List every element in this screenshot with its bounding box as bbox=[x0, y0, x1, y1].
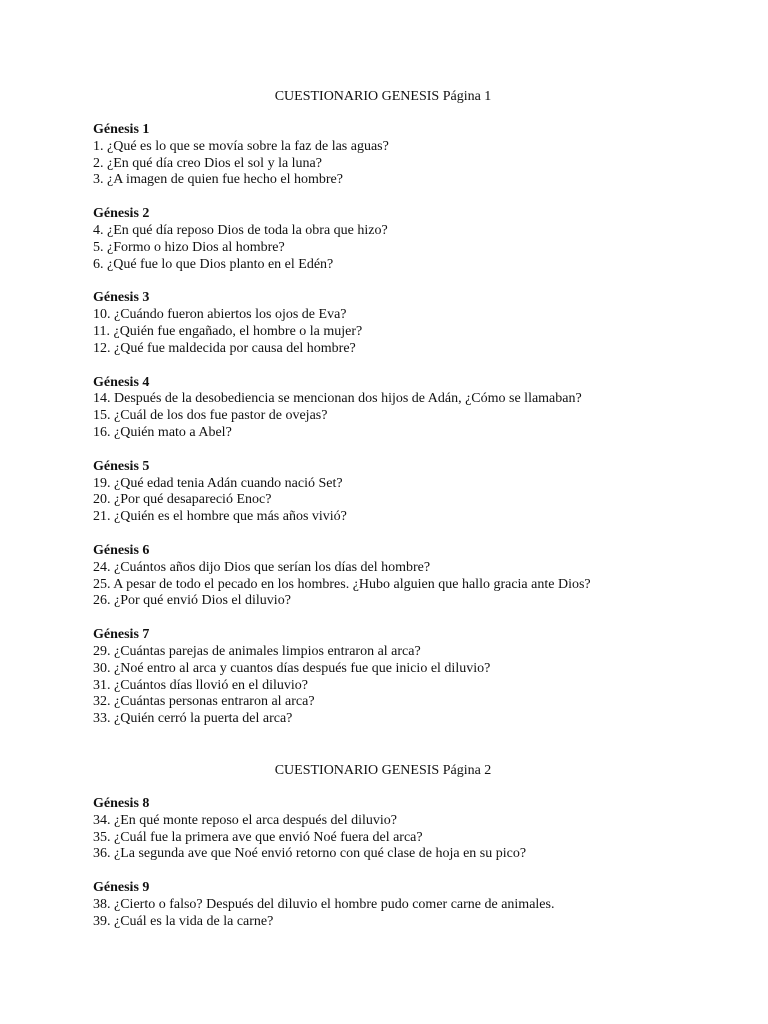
genesis-section bbox=[93, 796, 693, 863]
question-item: 12. ¿Qué fue maldecida por causa del hombre? bbox=[93, 340, 356, 356]
section-heading: Génesis 4 bbox=[93, 374, 150, 390]
genesis-section bbox=[93, 459, 693, 526]
question-item: 6. ¿Qué fue lo que Dios planto en el Edén? bbox=[93, 256, 334, 272]
question-item: 4. ¿En qué día reposo Dios de toda la obra que hizo? bbox=[93, 222, 388, 238]
question-item: 30. ¿Noé entro al arca y cuantos días después fue que inicio el diluvio? bbox=[93, 660, 491, 676]
question-item: 10. ¿Cuándo fueron abiertos los ojos de Eva? bbox=[93, 307, 347, 323]
genesis-section bbox=[93, 122, 693, 189]
question-item: 15. ¿Cuál de los dos fue pastor de ovejas? bbox=[93, 408, 328, 424]
question-item: 31. ¿Cuántos días llovió en el diluvio? bbox=[93, 677, 309, 693]
question-item: 29. ¿Cuántas parejas de animales limpios entraron al arca? bbox=[93, 643, 421, 659]
question-item: 5. ¿Formo o hizo Dios al hombre? bbox=[93, 239, 285, 255]
question-item: 20. ¿Por qué desapareció Enoc? bbox=[93, 492, 272, 508]
question-item: 34. ¿En qué monte reposo el arca después del diluvio? bbox=[93, 812, 398, 828]
section-heading: Génesis 3 bbox=[93, 290, 150, 306]
question-item: 38. ¿Cierto o falso? Después del diluvio el hombre pudo comer carne de animales. bbox=[93, 896, 555, 912]
genesis-section bbox=[93, 375, 693, 442]
question-item: 25. A pesar de todo el pecado en los hombres. ¿Hubo alguien que hallo gracia ante Dios? bbox=[93, 576, 591, 592]
question-item: 16. ¿Quién mato a Abel? bbox=[93, 424, 232, 440]
questionnaire-title: CUESTIONARIO GENESIS Página 2 bbox=[274, 762, 492, 778]
question-item: 33. ¿Quién cerró la puerta del arca? bbox=[93, 711, 293, 727]
question-item: 11. ¿Quién fue engañado, el hombre o la mujer? bbox=[93, 323, 363, 339]
question-item: 19. ¿Qué edad tenia Adán cuando nació Set? bbox=[93, 475, 343, 491]
section-heading: Génesis 5 bbox=[93, 458, 150, 474]
questionnaire-title: CUESTIONARIO GENESIS Página 1 bbox=[274, 89, 492, 104]
question-item: 21. ¿Quién es el hombre que más años vivió? bbox=[93, 509, 347, 525]
section-heading: Génesis 2 bbox=[93, 206, 150, 222]
question-item: 35. ¿Cuál fue la primera ave que envió Noé fuera del arca? bbox=[93, 829, 423, 845]
genesis-section bbox=[93, 627, 693, 728]
question-item: 1. ¿Qué es lo que se movía sobre la faz de las aguas? bbox=[93, 138, 389, 154]
question-item: 14. Después de la desobediencia se mencionan dos hijos de Adán, ¿Cómo se llamaban? bbox=[93, 391, 582, 407]
question-item: 32. ¿Cuántas personas entraron al arca? bbox=[93, 694, 315, 710]
section-heading: Génesis 6 bbox=[93, 542, 150, 558]
question-item: 3. ¿A imagen de quien fue hecho el hombre? bbox=[93, 172, 343, 188]
section-heading: Génesis 7 bbox=[93, 627, 150, 643]
section-heading: Génesis 8 bbox=[93, 795, 150, 811]
question-item: 39. ¿Cuál es la vida de la carne? bbox=[93, 913, 274, 929]
question-item: 24. ¿Cuántos años dijo Dios que serían los días del hombre? bbox=[93, 559, 431, 575]
question-item: 2. ¿En qué día creo Dios el sol y la luna? bbox=[93, 155, 322, 171]
document-page bbox=[93, 88, 693, 930]
genesis-section bbox=[93, 290, 693, 357]
question-item: 26. ¿Por qué envió Dios el diluvio? bbox=[93, 593, 291, 609]
question-item: 36. ¿La segunda ave que Noé envió retorno con qué clase de hoja en su pico? bbox=[93, 846, 527, 862]
genesis-section bbox=[93, 206, 693, 273]
genesis-section bbox=[93, 543, 693, 610]
section-heading: Génesis 1 bbox=[93, 122, 150, 137]
section-heading: Génesis 9 bbox=[93, 880, 150, 896]
genesis-section bbox=[93, 880, 693, 930]
